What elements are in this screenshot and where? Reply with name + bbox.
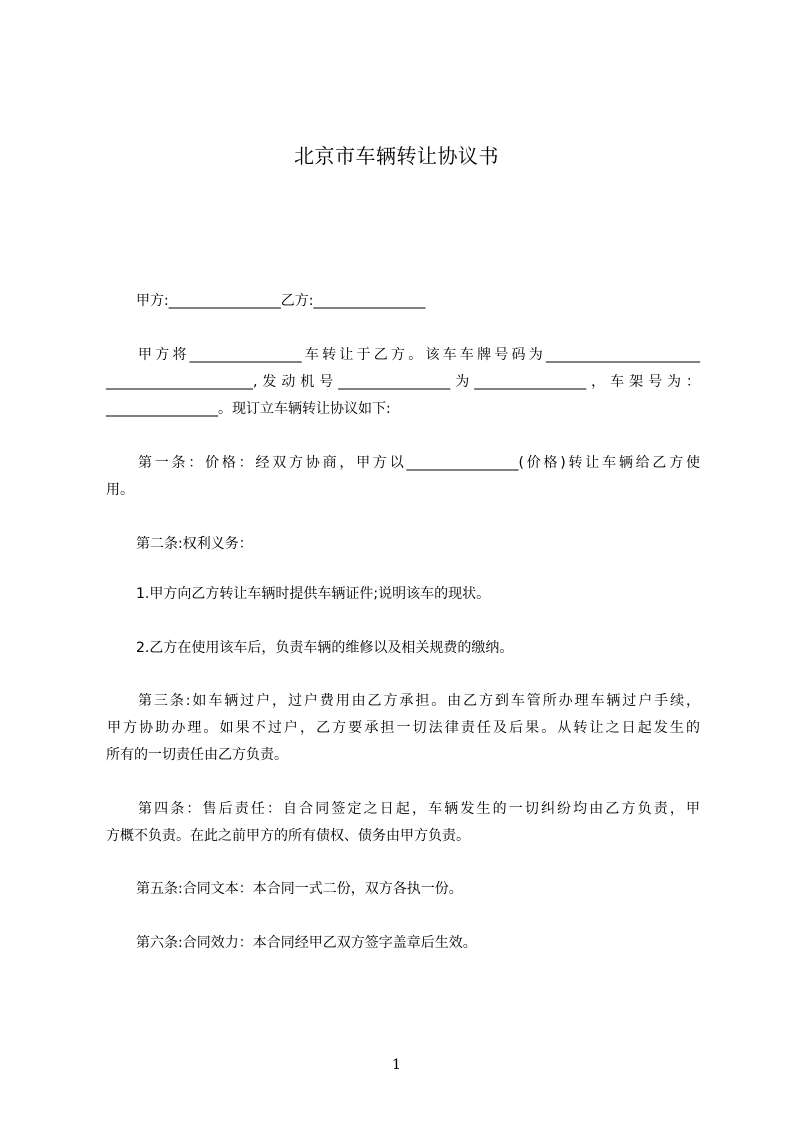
article-4-line-2: 方概不负责。在此之前甲方的所有债权、债务由甲方负责。 — [106, 828, 470, 844]
article-3-line-3: 所有的一切责任由乙方负责。 — [106, 747, 288, 763]
article-3-line-2: 甲方协助办理。如果不过户，乙方要承担一切法律责任及后果。从转让之日起发生的 — [107, 720, 700, 736]
article-1-line-2: 用。 — [106, 482, 134, 498]
article-2-item-1: 1.甲方向乙方转让车辆时提供车辆证件;说明该车的现状。 — [136, 586, 491, 602]
intro-line-3: ________________。现订立车辆转让协议如下: — [106, 401, 391, 417]
parties-line: 甲方:________________乙方:________________ — [136, 293, 426, 309]
article-4-line-1: 第四条：售后责任：自合同签定之日起，车辆发生的一切纠纷均由乙方负责，甲 — [138, 801, 700, 817]
intro-line-1: 甲方将________________车转让于乙方。该车车牌号码为______________________ — [138, 347, 700, 363]
article-2-heading: 第二条:权利义务： — [136, 536, 253, 552]
intro-line-2: _____________________,发动机号________________为________________，车架号为： — [106, 374, 700, 390]
article-5: 第五条:合同文本：本合同一式二份，双方各执一份。 — [136, 881, 463, 897]
article-1-line-1: 第一条：价格：经双方协商，甲方以________________(价格)转让车辆给乙方使 — [138, 455, 700, 471]
article-2-item-2: 2.乙方在使用该车后，负责车辆的维修以及相关规费的缴纳。 — [136, 640, 514, 656]
article-3-line-1: 第三条:如车辆过户，过户费用由乙方承担。由乙方到车管所办理车辆过户手续， — [138, 693, 700, 709]
page-number: 1 — [392, 1057, 401, 1073]
document-title: 北京市车辆转让协议书 — [294, 144, 499, 168]
article-6: 第六条:合同效力：本合同经甲乙双方签字盖章后生效。 — [136, 935, 477, 951]
